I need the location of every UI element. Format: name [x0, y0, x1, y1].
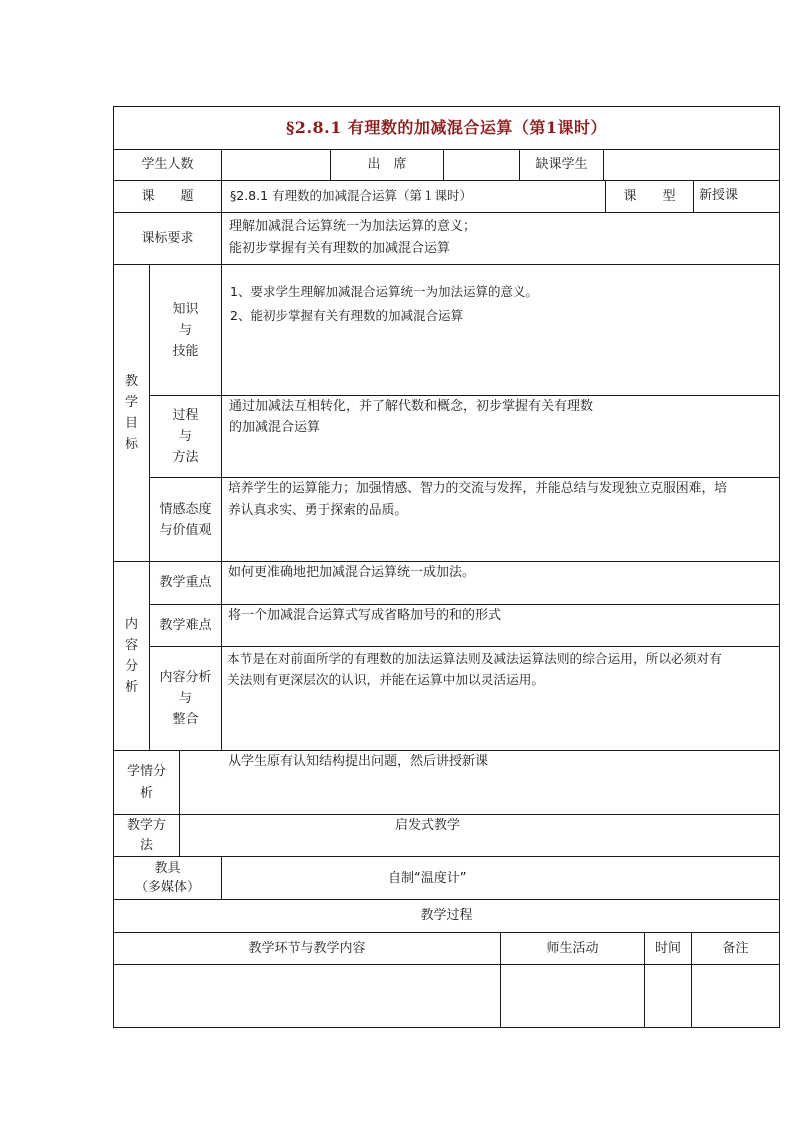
process-header-content: 教学环节与教学内容 — [248, 940, 366, 956]
emotion-line-2: 养认真求实、勇于探索的品质。 — [228, 503, 408, 518]
process-header-activity: 师生活动 — [546, 940, 599, 956]
process-method-label-line: 与 — [178, 429, 192, 444]
objectives-label-char: 教 — [124, 374, 138, 389]
knowledge-label-line: 与 — [178, 322, 192, 338]
process-method-line-1: 通过加减法互相转化，并了解代数和概念，初步掌握有关有理数 — [229, 399, 594, 414]
absent-value — [604, 150, 779, 180]
process-body-time — [645, 965, 691, 1027]
tools-label-line: （多媒体） — [134, 880, 200, 895]
type-label: 课 型 — [623, 188, 676, 204]
key-points-text: 如何更准确地把加减混合运算统一成加法。 — [228, 565, 476, 580]
objectives-label-char: 目 — [124, 416, 138, 431]
process-body-content — [114, 965, 500, 1027]
method-label-line: 法 — [139, 837, 153, 853]
objectives-label-char: 标 — [124, 437, 138, 452]
process-body-notes — [692, 965, 779, 1027]
analysis-line-2: 关法则有更深层次的认识，并能在运算中加以灵活运用。 — [227, 672, 545, 687]
attend-label: 出 席 — [367, 157, 407, 172]
difficulty-text: 将一个加减混合运算式写成省略加号的和的形式 — [228, 608, 502, 623]
analysis-line-1: 本节是在对前面所学的有理数的加法运算法则及减法运算法则的综合运用，所以必须对有 — [227, 651, 722, 666]
content-label-char: 析 — [124, 680, 138, 695]
tools-text: 自制“温度计” — [388, 871, 467, 886]
analysis-label-line: 整合 — [172, 712, 199, 727]
process-method-label-line: 过程 — [172, 408, 199, 423]
process-method-text — [222, 396, 779, 477]
knowledge-text — [222, 265, 779, 395]
analysis-label-line: 内容分析 — [159, 670, 212, 685]
process-title: 教学过程 — [420, 908, 473, 923]
process-method-label-line: 方法 — [172, 450, 199, 465]
emotion-text — [222, 478, 779, 561]
standards-line-2: 能初步掌握有关有理数的加减混合运算 — [229, 241, 451, 256]
content-label-char: 内 — [124, 617, 138, 632]
process-method-label — [150, 396, 221, 477]
key-points-label: 教学重点 — [159, 575, 212, 590]
standards-label: 课标要求 — [141, 230, 194, 246]
content-label-char: 分 — [124, 659, 138, 674]
analysis-label-line: 与 — [178, 691, 192, 706]
emotion-label-line: 情感态度 — [159, 501, 212, 517]
students-value — [222, 150, 330, 180]
table-border-bottom — [113, 1027, 780, 1028]
topic-label: 课 题 — [141, 188, 194, 204]
knowledge-label-line: 知识 — [172, 301, 199, 317]
objectives-label-char: 学 — [124, 395, 138, 410]
learner-text: 从学生原有认知结构提出问题，然后讲授新课 — [228, 754, 489, 769]
tools-label-line: 教具 — [154, 861, 181, 876]
process-header-notes: 备注 — [722, 940, 749, 956]
analysis-label — [150, 647, 221, 750]
table-border-right — [779, 106, 780, 1028]
standards-text — [222, 213, 779, 264]
emotion-line-1: 培养学生的运算能力；加强情感、智力的交流与发挥，并能总结与发现独立克服困难，培 — [228, 481, 728, 496]
page-title: §2.8.1 有理数的加减混合运算（第1课时） — [285, 118, 608, 137]
knowledge-line-2: 2、能初步掌握有关有理数的加减混合运算 — [230, 308, 463, 323]
knowledge-label — [150, 265, 221, 395]
emotion-label — [150, 478, 221, 561]
analysis-text — [222, 647, 779, 750]
method-text: 启发式教学 — [395, 818, 461, 833]
difficulty-label: 教学难点 — [159, 617, 212, 633]
absent-label: 缺课学生 — [535, 157, 588, 172]
tools-label — [114, 857, 221, 899]
content-label — [114, 562, 149, 750]
knowledge-line-1: 1、要求学生理解加减混合运算统一为加法运算的意义。 — [230, 284, 538, 299]
content-label-char: 容 — [124, 638, 138, 653]
learner-label-line: 析 — [139, 785, 153, 801]
emotion-label-line: 与价值观 — [159, 522, 212, 538]
process-header-time: 时间 — [654, 940, 681, 956]
process-method-line-2: 的加减混合运算 — [229, 420, 321, 435]
topic-value: §2.8.1 有理数的加减混合运算（第１课时） — [230, 188, 473, 203]
learner-label-line: 学情分 — [126, 763, 166, 779]
process-body-activity — [501, 965, 644, 1027]
standards-line-1: 理解加减混合运算统一为加法运算的意义； — [229, 219, 477, 234]
method-label — [114, 815, 179, 856]
type-value: 新授课 — [699, 188, 739, 203]
attend-value — [444, 150, 519, 180]
learner-label — [114, 751, 179, 814]
students-label: 学生人数 — [141, 157, 194, 172]
method-label-line: 教学方 — [126, 817, 166, 833]
knowledge-label-line: 技能 — [172, 343, 199, 359]
objectives-label — [114, 265, 149, 561]
